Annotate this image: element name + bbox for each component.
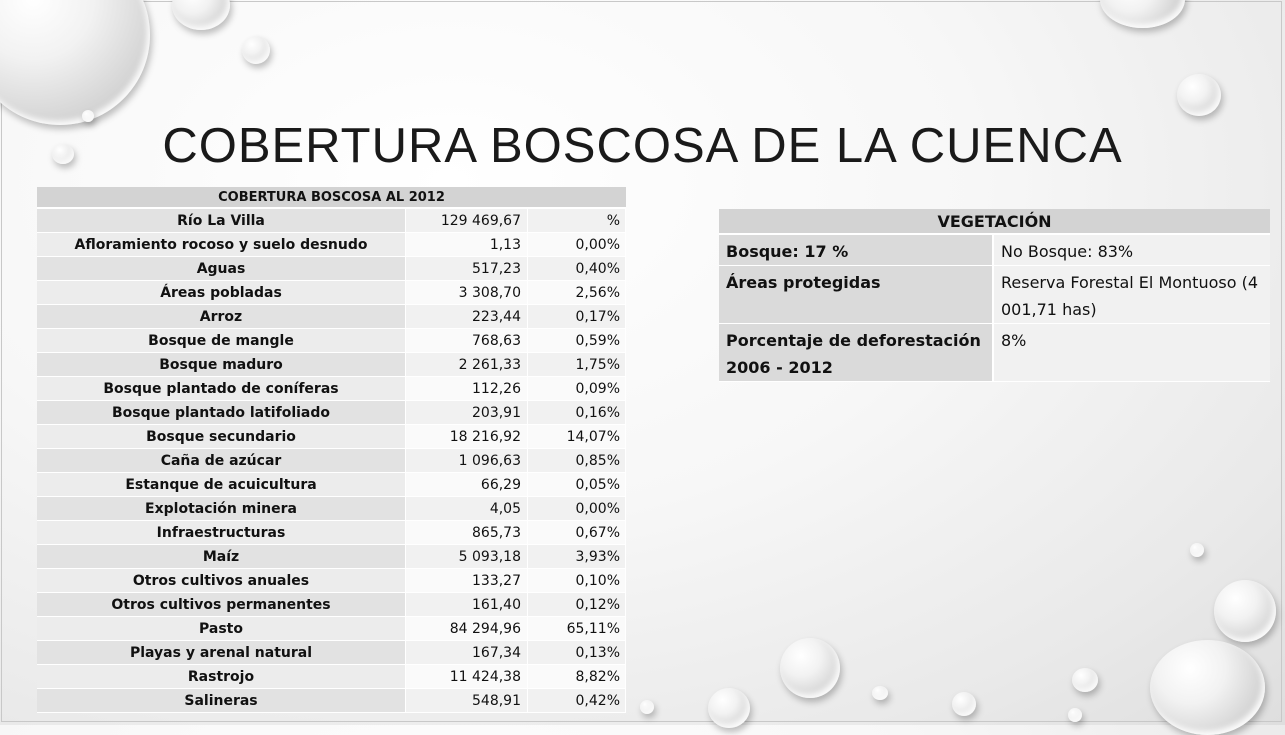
table-row <box>37 233 626 257</box>
cell-name: Infraestructuras <box>37 521 406 545</box>
table-row <box>37 473 626 497</box>
cell-value: 4,05 <box>406 497 528 521</box>
cell-percent: 0,40% <box>528 257 626 281</box>
cell-name: Explotación minera <box>37 497 406 521</box>
vegetation-table <box>719 209 1270 382</box>
cell-name: Aguas <box>37 257 406 281</box>
cell-value: 11 424,38 <box>406 665 528 689</box>
cell-percent: 2,56% <box>528 281 626 305</box>
table-row <box>37 641 626 665</box>
cell-name: Bosque plantado latifoliado <box>37 401 406 425</box>
cell-value: 8% <box>994 324 1270 382</box>
cell-name: Pasto <box>37 617 406 641</box>
cell-value: 161,40 <box>406 593 528 617</box>
cell-value: 517,23 <box>406 257 528 281</box>
cell-value: 5 093,18 <box>406 545 528 569</box>
water-drop-decoration <box>780 638 840 698</box>
cell-label: Porcentaje de deforestación 2006 - 2012 <box>719 324 994 382</box>
cell-percent: 0,59% <box>528 329 626 353</box>
cell-value: 223,44 <box>406 305 528 329</box>
water-drop-decoration <box>1190 543 1204 557</box>
table-row <box>719 266 1270 324</box>
water-drop-decoration <box>1072 668 1098 692</box>
cell-name: Otros cultivos anuales <box>37 569 406 593</box>
cell-name: Río La Villa <box>37 209 406 233</box>
cell-value: 1 096,63 <box>406 449 528 473</box>
cell-value: 66,29 <box>406 473 528 497</box>
water-drop-decoration <box>1150 640 1265 735</box>
cell-percent: 0,42% <box>528 689 626 713</box>
cell-name: Bosque secundario <box>37 425 406 449</box>
table-row <box>37 209 626 233</box>
cell-name: Bosque maduro <box>37 353 406 377</box>
cell-value: 1,13 <box>406 233 528 257</box>
cell-value: 203,91 <box>406 401 528 425</box>
water-drop-decoration <box>708 688 750 728</box>
cell-percent: 0,17% <box>528 305 626 329</box>
table-row <box>37 569 626 593</box>
table-row <box>37 497 626 521</box>
cell-percent: 0,85% <box>528 449 626 473</box>
page-title: COBERTURA BOSCOSA DE LA CUENCA <box>162 119 1123 173</box>
water-drop-decoration <box>952 692 976 716</box>
table-row <box>37 305 626 329</box>
water-drop-decoration <box>1177 74 1221 116</box>
cell-percent: 0,10% <box>528 569 626 593</box>
cell-percent: 0,00% <box>528 497 626 521</box>
cell-name: Rastrojo <box>37 665 406 689</box>
cell-value: Reserva Forestal El Montuoso (4 001,71 has) <box>994 266 1270 324</box>
cell-percent: 0,67% <box>528 521 626 545</box>
table-row <box>37 449 626 473</box>
cell-percent: 0,09% <box>528 377 626 401</box>
cell-value: No Bosque: 83% <box>994 235 1270 266</box>
vegetation-table-header: VEGETACIÓN <box>719 209 1270 235</box>
cell-name: Maíz <box>37 545 406 569</box>
cell-percent: 0,05% <box>528 473 626 497</box>
table-row <box>37 689 626 713</box>
table-row <box>719 235 1270 266</box>
cell-percent: 8,82% <box>528 665 626 689</box>
cell-value: 112,26 <box>406 377 528 401</box>
water-drop-decoration <box>1068 708 1082 722</box>
cell-value: 768,63 <box>406 329 528 353</box>
cell-name: Áreas pobladas <box>37 281 406 305</box>
cell-percent: 1,75% <box>528 353 626 377</box>
cell-percent: 0,12% <box>528 593 626 617</box>
table-row <box>37 665 626 689</box>
cell-name: Playas y arenal natural <box>37 641 406 665</box>
table-row <box>37 545 626 569</box>
table-row <box>37 425 626 449</box>
cell-value: 129 469,67 <box>406 209 528 233</box>
cell-percent: 3,93% <box>528 545 626 569</box>
cell-value: 133,27 <box>406 569 528 593</box>
cell-name: Afloramiento rocoso y suelo desnudo <box>37 233 406 257</box>
water-drop-decoration <box>872 686 888 700</box>
cell-percent: 0,00% <box>528 233 626 257</box>
cell-value: 3 308,70 <box>406 281 528 305</box>
table-row <box>37 521 626 545</box>
cell-name: Estanque de acuicultura <box>37 473 406 497</box>
coverage-table <box>37 187 626 713</box>
cell-name: Caña de azúcar <box>37 449 406 473</box>
water-drop-decoration <box>1214 580 1276 642</box>
cell-value: 865,73 <box>406 521 528 545</box>
cell-name: Otros cultivos permanentes <box>37 593 406 617</box>
cell-label: Áreas protegidas <box>719 266 994 324</box>
cell-name: Salineras <box>37 689 406 713</box>
cell-percent: 0,13% <box>528 641 626 665</box>
cell-value: 18 216,92 <box>406 425 528 449</box>
table-row <box>37 257 626 281</box>
table-row <box>37 377 626 401</box>
cell-label: Bosque: 17 % <box>719 235 994 266</box>
table-row <box>37 329 626 353</box>
coverage-table-body <box>37 209 626 713</box>
coverage-table-header: COBERTURA BOSCOSA AL 2012 <box>37 187 626 209</box>
cell-percent: % <box>528 209 626 233</box>
cell-percent: 14,07% <box>528 425 626 449</box>
table-row <box>37 617 626 641</box>
table-row <box>37 281 626 305</box>
cell-value: 548,91 <box>406 689 528 713</box>
table-row <box>37 401 626 425</box>
table-row <box>719 324 1270 382</box>
vegetation-table-body <box>719 235 1270 382</box>
water-drop-decoration <box>242 36 270 64</box>
cell-percent: 65,11% <box>528 617 626 641</box>
cell-name: Bosque de mangle <box>37 329 406 353</box>
cell-value: 84 294,96 <box>406 617 528 641</box>
cell-name: Arroz <box>37 305 406 329</box>
table-row <box>37 353 626 377</box>
cell-value: 167,34 <box>406 641 528 665</box>
cell-value: 2 261,33 <box>406 353 528 377</box>
water-drop-decoration <box>640 700 654 714</box>
table-row <box>37 593 626 617</box>
cell-name: Bosque plantado de coníferas <box>37 377 406 401</box>
cell-percent: 0,16% <box>528 401 626 425</box>
